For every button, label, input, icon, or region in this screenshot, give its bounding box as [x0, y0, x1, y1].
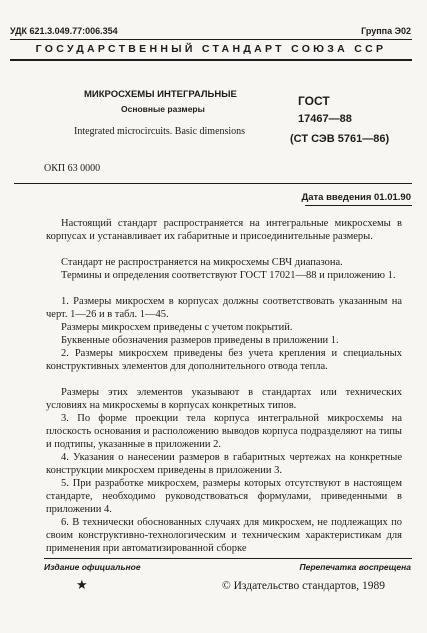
body-paragraph: Настоящий стандарт распространяется на интегральные микросхемы в корпусах и устанавливает их габаритные и присоединительные размеры.	[46, 218, 402, 242]
udk-code: УДК 621.3.049.77:006.354	[10, 26, 118, 36]
reprint-prohibited: Перепечатка воспрещена	[299, 562, 411, 572]
body-paragraph: Буквенные обозначения размеров приведены в приложении 1.	[61, 335, 339, 346]
copyright: © Издательство стандартов, 1989	[222, 580, 386, 592]
group-code: Группа Э02	[361, 26, 411, 36]
body-paragraph: 1. Размеры микросхем в корпусах должны соответствовать указанным на черт. 1—26 и в табл. 1—45.	[46, 296, 402, 320]
document-subtitle: Основные размеры	[121, 104, 205, 114]
star-icon: ★	[76, 577, 88, 592]
body-paragraph: 5. При разработке микросхем, размеры которых отсутствуют в настоящем стандарте, необходимо руководствоваться формулами, приведенными в приложении 4.	[46, 478, 402, 515]
date-value: 01.01.90	[374, 192, 411, 203]
date-underline	[305, 205, 412, 206]
okp-code: ОКП 63 0000	[44, 163, 101, 174]
body-paragraph: Размеры этих элементов указывают в стандартах или технических условиях на микросхемы в корпусах конкретных типов.	[46, 387, 402, 411]
document-title: МИКРОСХЕМЫ ИНТЕГРАЛЬНЫЕ	[84, 89, 237, 100]
gost-label: ГОСТ	[298, 94, 330, 108]
state-standard-title: ГОСУДАРСТВЕННЫЙ СТАНДАРТ СОЮЗА ССР	[35, 43, 387, 55]
header-rule-top	[10, 39, 412, 40]
body-paragraph: 3. По форме проекции тела корпуса интегральной микросхемы на плоскость основания и расположению выводов корпуса подразделяют на типы и подтипы, указанные в приложении 2.	[46, 413, 402, 450]
body-paragraph: Стандарт не распространяется на микросхемы СВЧ диапазона.	[61, 257, 343, 268]
gost-number: 17467—88	[298, 113, 352, 125]
header-rule-bottom	[10, 59, 412, 61]
date-of-introduction	[301, 192, 411, 203]
body-paragraph: Термины и определения соответствуют ГОСТ 17021—88 и приложению 1.	[61, 270, 396, 281]
date-label: Дата введения	[301, 192, 372, 203]
english-title: Integrated microcircuits. Basic dimensions	[74, 126, 246, 137]
title-divider	[14, 183, 412, 184]
st-sev-number: (СТ СЭВ 5761—86)	[290, 133, 390, 145]
body-paragraph: Размеры микросхем приведены с учетом покрытий.	[61, 322, 293, 333]
body-paragraph: 2. Размеры микросхем приведены без учета крепления и специальных конструктивных элементов для дополнительного отвода тепла.	[46, 348, 402, 372]
footer-rule	[44, 558, 412, 559]
body-paragraph: 4. Указания о нанесении размеров в габаритных чертежах на конкретные конструкции микросхем приведены в приложении 3.	[46, 452, 402, 476]
body-paragraph: 6. В технически обоснованных случаях для микросхем, не подлежащих по своим конструктивно-технологическим и техническим характеристикам для применения при автоматизированной сборке	[46, 517, 402, 554]
official-edition: Издание официальное	[44, 562, 141, 572]
